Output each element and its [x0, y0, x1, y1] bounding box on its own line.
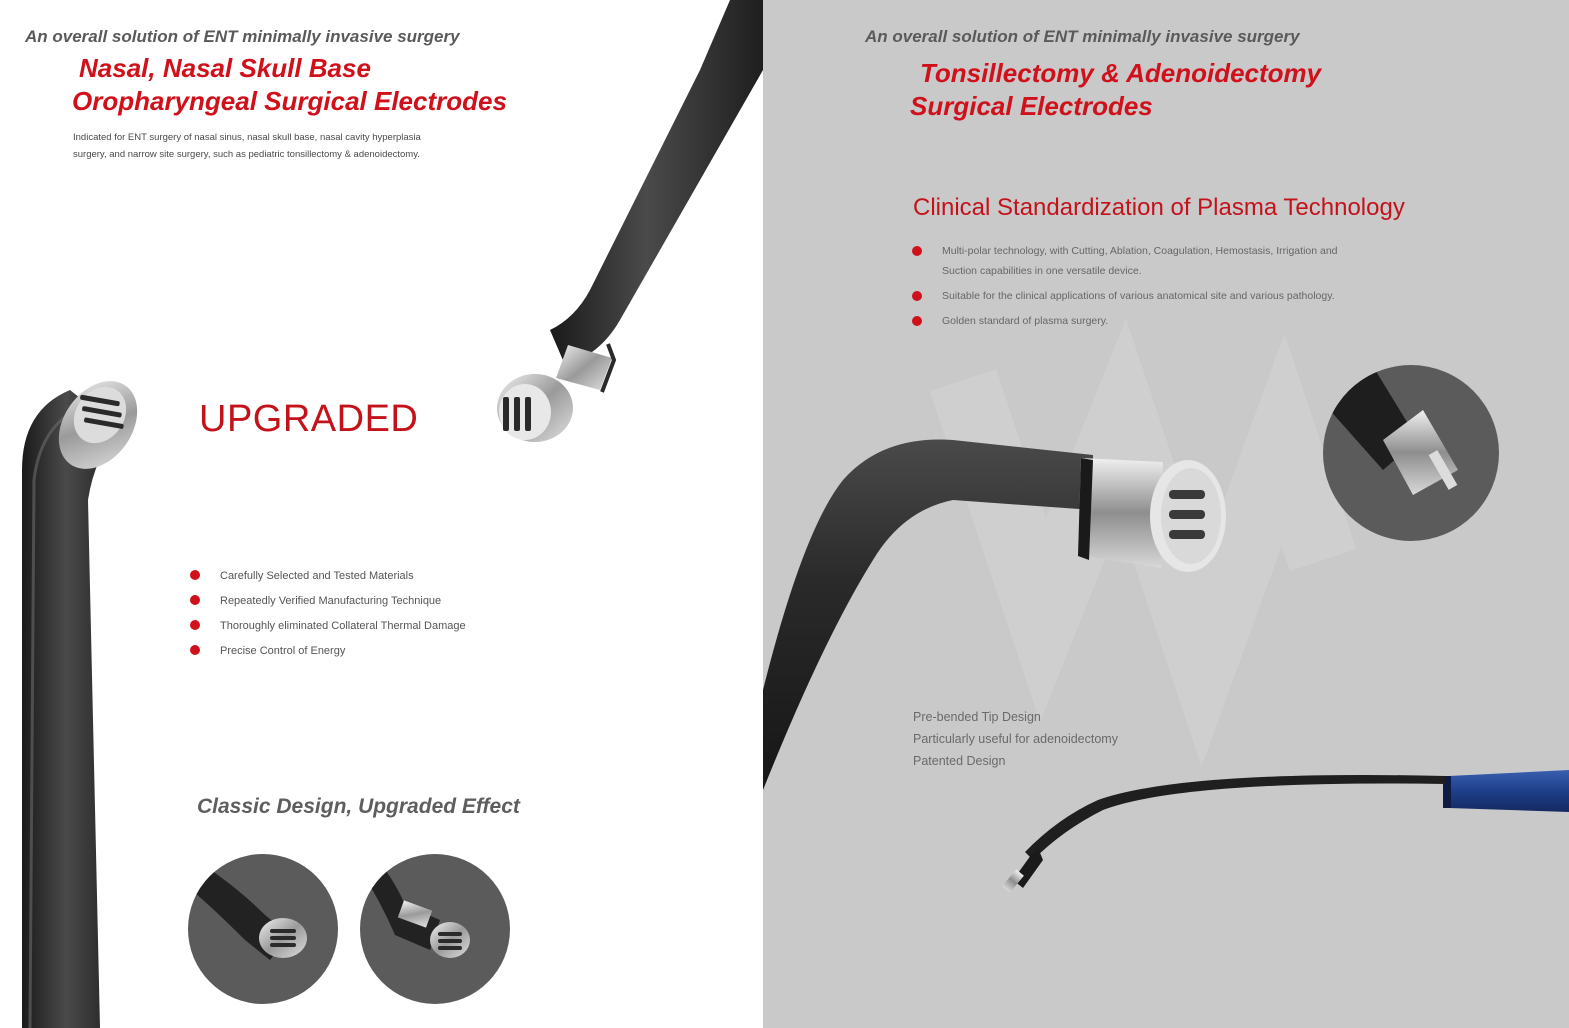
bullet-dot-icon — [190, 570, 200, 580]
bullet-dot-icon — [190, 645, 200, 655]
list-item: Golden standard of plasma surgery. — [912, 311, 1338, 331]
bullet-dot-icon — [190, 620, 200, 630]
list-item: Precise Control of Energy — [190, 644, 466, 669]
upgraded-heading: UPGRADED — [199, 398, 419, 440]
right-title-line2: Surgical Electrodes — [910, 91, 1153, 121]
left-description-line2: surgery, and narrow site surgery, such as pediatric tonsillectomy & adenoidectomy. — [73, 149, 420, 160]
right-page — [763, 0, 1569, 1028]
classic-design-heading: Classic Design, Upgraded Effect — [197, 795, 520, 818]
left-electrode-illustrations — [0, 0, 763, 1028]
left-vertical-electrode — [22, 366, 153, 1028]
feature-item: Particularly useful for adenoidectomy — [913, 732, 1118, 746]
right-tagline: An overall solution of ENT minimally invasive surgery — [865, 27, 1300, 46]
feature-item: Patented Design — [913, 754, 1006, 768]
list-item: Multi-polar technology, with Cutting, Ablation, Coagulation, Hemostasis, Irrigation and Suction capabilities in one versatile device. — [912, 241, 1338, 281]
right-title-line1: Tonsillectomy & Adenoidectomy — [920, 58, 1322, 88]
right-blue-handle-electrode — [1002, 770, 1569, 893]
left-title-line1: Nasal, Nasal Skull Base — [79, 53, 371, 83]
left-bullet-list — [190, 569, 466, 669]
left-title-line2: Oropharyngeal Surgical Electrodes — [72, 86, 507, 116]
thumbnail-circle-2 — [360, 850, 510, 1004]
thumbnail-circle-1 — [180, 850, 338, 1004]
list-item: Suitable for the clinical applications of various anatomical site and various pathology. — [912, 286, 1338, 306]
clinical-standardization-heading: Clinical Standardization of Plasma Technology — [913, 194, 1405, 221]
left-tagline: An overall solution of ENT minimally invasive surgery — [25, 27, 460, 46]
feature-item: Pre-bended Tip Design — [913, 710, 1041, 724]
bullet-dot-icon — [912, 291, 922, 301]
left-description-line1: Indicated for ENT surgery of nasal sinus, nasal skull base, nasal cavity hyperplasia — [73, 132, 421, 143]
right-bullet-list — [912, 241, 1338, 336]
bullet-dot-icon — [912, 316, 922, 326]
left-bent-electrode — [497, 0, 763, 442]
list-item: Carefully Selected and Tested Materials — [190, 569, 466, 594]
bullet-dot-icon — [190, 595, 200, 605]
design-features — [913, 706, 1118, 772]
left-page — [0, 0, 763, 1028]
bullet-dot-icon — [912, 246, 922, 256]
right-electrode-illustrations — [763, 0, 1569, 1028]
list-item: Thoroughly eliminated Collateral Thermal Damage — [190, 619, 466, 644]
list-item: Repeatedly Verified Manufacturing Technique — [190, 594, 466, 619]
